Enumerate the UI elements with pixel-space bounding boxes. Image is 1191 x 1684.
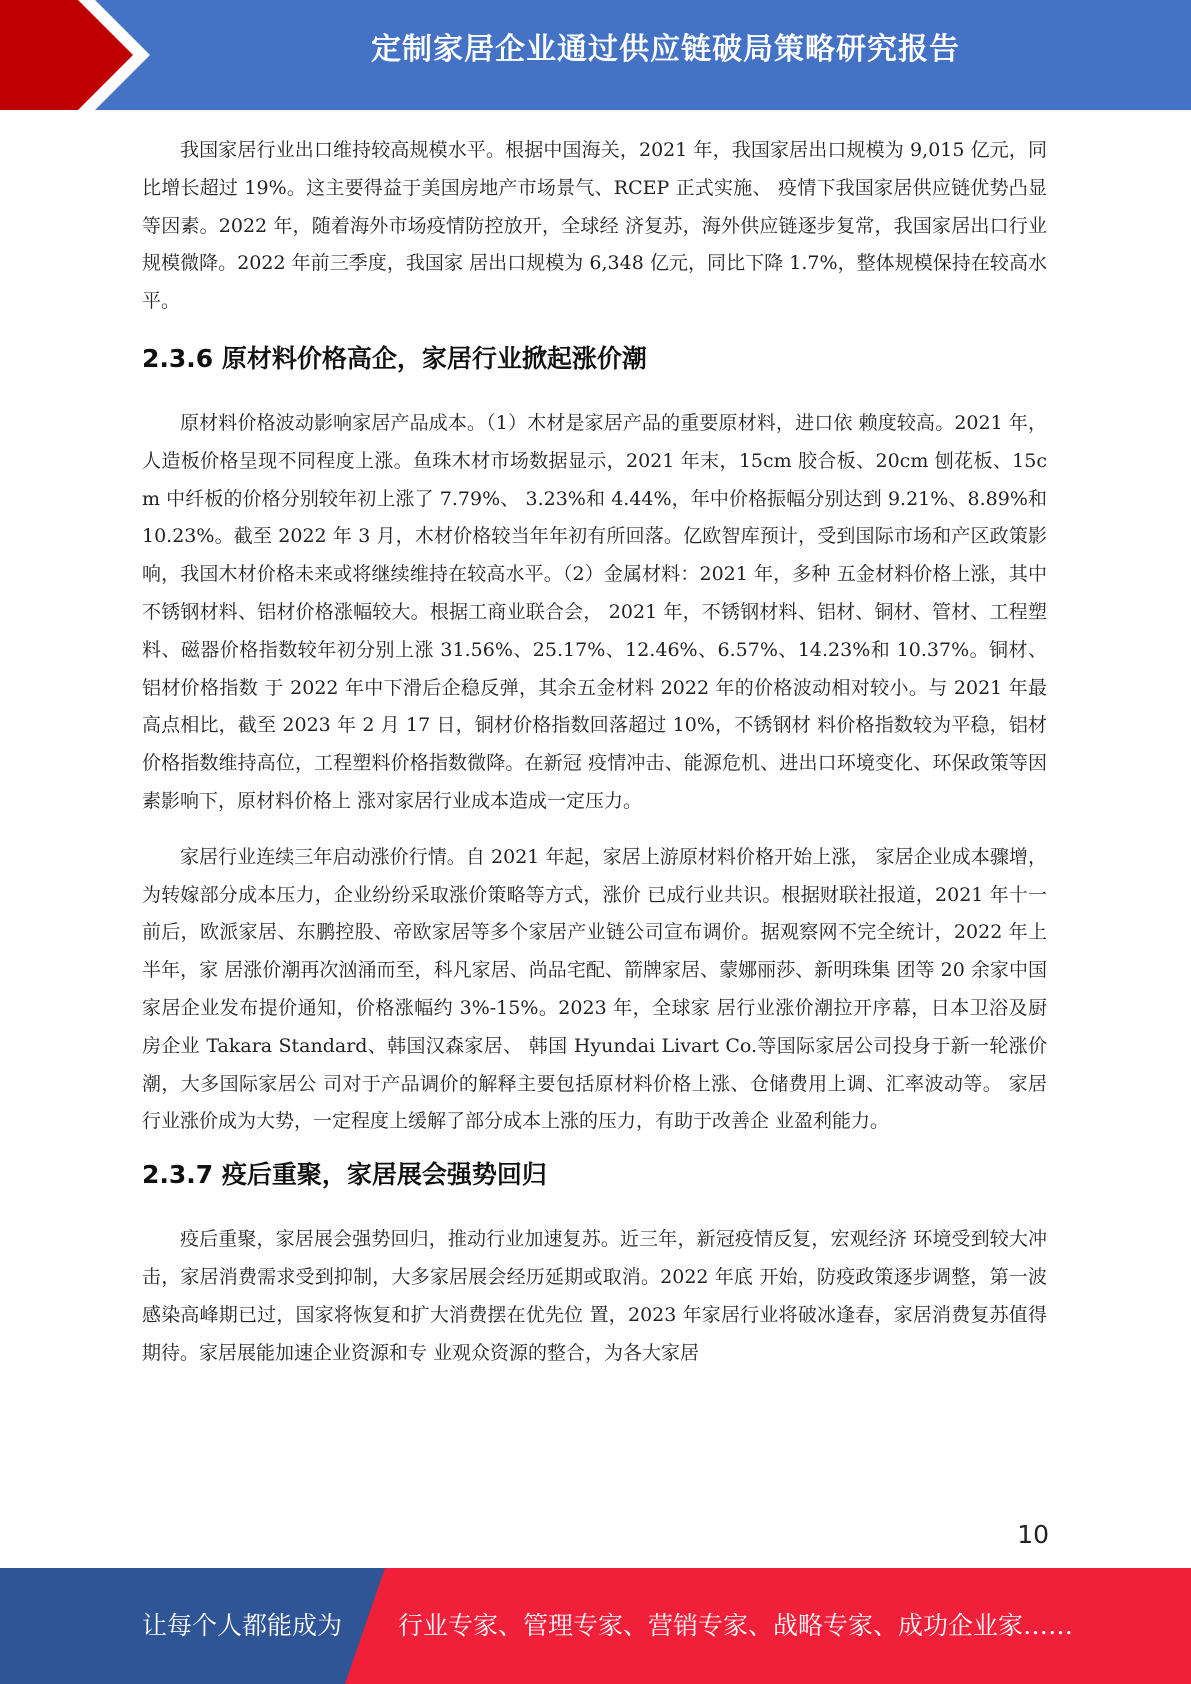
main-content bbox=[142, 132, 1047, 1372]
section-heading-2-3-7: 2.3.7 疫后重聚，家居展会强势回归 bbox=[142, 1160, 547, 1190]
section-heading-2-3-6: 2.3.6 原材料价格高企，家居行业掀起涨价潮 bbox=[142, 343, 647, 373]
page-number: 10 bbox=[1017, 1520, 1049, 1549]
paragraph-home-expo-return: 疫后重聚，家居展会强势回归，推动行业加速复苏。近三年，新冠疫情反复，宏观经济 环境受到较大冲击，家居消费需求受到抑制，大多家居展会经历延期或取消。2022 年底 开始，防疫政策逐步调整，第一波感染高峰期已过，国家将恢复和扩大消费摆在优先位 置，2023 年家居行业将破冰逢春，家居消费复苏值得期待。家居展能加速企业资源和专 业观众资源的整合，为各大家居 bbox=[142, 1228, 1047, 1364]
paragraph-raw-material-prices: 原材料价格波动影响家居产品成本。（1）木材是家居产品的重要原材料，进口依 赖度较高。2021 年，人造板价格呈现不同程度上涨。鱼珠木材市场数据显示，2021 年末，15cm 胶合板、20cm 刨花板、15cm 中纤板的价格分别较年初上涨了 7.79%、 3.23%和 4.44%，年中价格振幅分别达到 9.21%、8.89%和 10.23%。截至 2022 年 3 月，木材价格较当年年初有所回落。亿欧智库预计，受到国际市场和产区政策影 响，我国木材价格未来或将继续维持在较高水平。（2）金属材料：2021 年，多种 五金材料价格上涨，其中不锈钢材料、铝材价格涨幅较大。根据工商业联合会， 2021 年，不锈钢材料、铝材、铜材、管材、工程塑料、磁器价格指数较年初分别上涨 31.56%、25.17%、12.46%、6.57%、14.23%和 10.37%。铜材、铝材价格指数 于 2022 年中下滑后企稳反弹，其余五金材料 2022 年的价格波动相对较小。与 2021 年最高点相比，截至 2023 年 2 月 17 日，铜材价格指数回落超过 10%，不锈钢材 料价格指数较为平稳，铝材价格指数维持高位，工程塑料价格指数微降。在新冠 疫情冲击、能源危机、进出口环境变化、环保政策等因素影响下，原材料价格上 涨对家居行业成本造成一定压力。 bbox=[142, 411, 1047, 812]
page-footer bbox=[0, 1568, 1191, 1684]
footer-slogan-left: 让每个人都能成为 bbox=[142, 1611, 343, 1640]
footer-slogan-right: 行业专家、管理专家、营销专家、战略专家、成功企业家…… bbox=[398, 1611, 1074, 1640]
paragraph-export-scale: 我国家居行业出口维持较高规模水平。根据中国海关，2021 年，我国家居出口规模为 9,015 亿元，同比增长超过 19%。这主要得益于美国房地产市场景气、RCEP 正式实施、 疫情下我国家居供应链优势凸显等因素。2022 年，随着海外市场疫情防控放开，全球经 济复苏，海外供应链逐步复常，我国家居出口行业规模微降。2022 年前三季度，我国家 居出口规模为 6,348 亿元，同比下降 1.7%，整体规模保持在较高水平。 bbox=[142, 139, 1047, 313]
report-title: 定制家居企业通过供应链破局策略研究报告 bbox=[371, 32, 960, 67]
page-header bbox=[0, 0, 1191, 110]
paragraph-price-increase-trend: 家居行业连续三年启动涨价行情。自 2021 年起，家居上游原材料价格开始上涨， 家居企业成本骤增，为转嫁部分成本压力，企业纷纷采取涨价策略等方式，涨价 已成行业共识。根据财联社报道，2021 年十一前后，欧派家居、东鹏控股、帝欧家居等多个家居产业链公司宣布调价。据观察网不完全统计，2022 年上半年，家 居涨价潮再次汹涌而至，科凡家居、尚品宅配、箭牌家居、蒙娜丽莎、新明珠集 团等 20 余家中国家居企业发布提价通知，价格涨幅约 3%-15%。2023 年，全球家 居行业涨价潮拉开序幕，日本卫浴及厨房企业 Takara Standard、韩国汉森家居、 韩国 Hyundai Livart Co.等国际家居公司投身于新一轮涨价潮，大多国际家居公 司对于产品调价的解释主要包括原材料价格上涨、仓储费用上调、汇率波动等。 家居行业涨价成为大势，一定程度上缓解了部分成本上涨的压力，有助于改善企 业盈利能力。 bbox=[142, 845, 1047, 1133]
